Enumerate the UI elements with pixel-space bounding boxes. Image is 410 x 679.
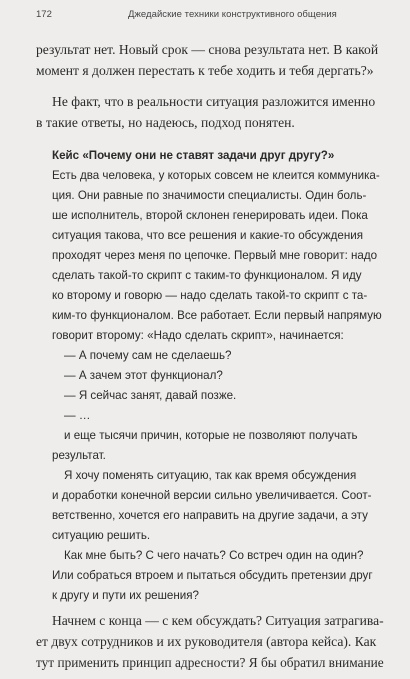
page-number: 172 xyxy=(36,9,52,20)
case-line: говорит второму: «Надо сделать скрипт», начинается: xyxy=(52,329,344,342)
case-line: сделать такой-то скрипт с таким-то функционалом. Я иду xyxy=(52,269,362,282)
case-line: Есть два человека, у которых совсем не клеится коммуника- xyxy=(52,169,380,182)
body-line: тут применить принцип адресности? Я бы обратил внимание xyxy=(36,655,384,670)
case-line: Или собраться втроем и пытаться обсудить претензии друг xyxy=(52,569,373,582)
case-line: ко второму и говорю — надо сделать такой-то скрипт с та- xyxy=(52,289,368,302)
body-line: ет двух сотрудников и их руководителя (автора кейса). Как xyxy=(36,634,377,649)
case-line: и еще тысячи причин, которые не позволяют получать xyxy=(64,429,358,442)
case-line: проходят через меня по цепочке. Первый мне говорит: надо xyxy=(52,249,378,262)
case-line: к другу и пути их решения? xyxy=(52,589,199,602)
case-line: Как мне быть? С чего начать? Со встреч один на один? xyxy=(64,549,364,562)
dialogue-line: — Я сейчас занят, давай позже. xyxy=(64,389,237,402)
body-line: результат нет. Новый срок — снова результата нет. В какой xyxy=(36,42,379,57)
dialogue-line: — А зачем этот функционал? xyxy=(64,369,223,382)
body-line: момент я должен перестать к тебе ходить и тебя дергать?» xyxy=(36,63,374,78)
dialogue-line: — А почему сам не сделаешь? xyxy=(64,349,232,362)
body-line: Начнем с конца — с кем обсуждать? Ситуация затрагива- xyxy=(52,613,384,628)
body-line: Не факт, что в реальности ситуация разложится именно xyxy=(52,94,376,109)
case-line: ветственно, хочется его направить на другие задачи, а эту xyxy=(52,509,368,522)
case-line: и доработки конечной версии сильно увеличивается. Соот- xyxy=(52,489,372,502)
case-line: ция. Они равные по значимости специалисты. Один боль- xyxy=(52,189,367,202)
case-line: Я хочу поменять ситуацию, так как время обсуждения xyxy=(64,469,357,482)
case-line: ситуацию решить. xyxy=(52,529,151,542)
body-line: в такие ответы, но надеюсь, подход понятен. xyxy=(36,115,295,130)
case-title: Кейс «Почему они не ставят задачи друг другу?» xyxy=(52,149,335,162)
running-title: Джедайские техники конструктивного общения xyxy=(128,9,337,20)
case-line: ситуация такова, что все решения и какие-то обсуждения xyxy=(52,229,364,242)
dialogue-line: — … xyxy=(64,409,91,422)
case-line: результат. xyxy=(52,449,106,462)
case-line: ше исполнитель, второй склонен генерировать идеи. Пока xyxy=(52,209,368,222)
case-line: ким-то функционалом. Все работает. Если первый напрямую xyxy=(52,309,382,322)
page-header xyxy=(36,9,390,23)
